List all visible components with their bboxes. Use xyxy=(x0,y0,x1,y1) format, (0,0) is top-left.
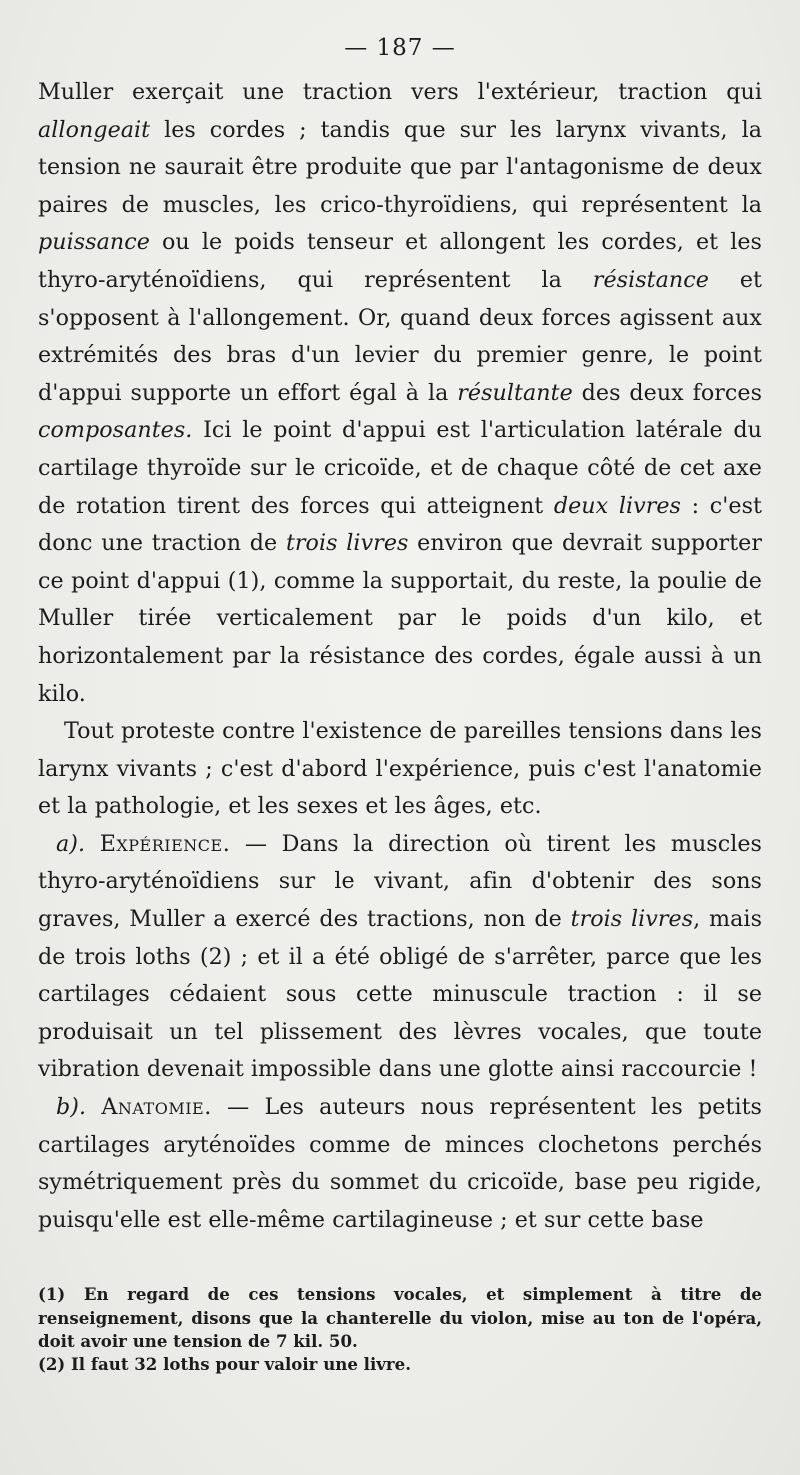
italic-run: résistance xyxy=(592,266,709,293)
italic-run: résultante xyxy=(457,379,573,406)
italic-run: allongeait xyxy=(38,116,151,143)
italic-run: deux livres xyxy=(553,492,681,519)
text-run: des deux forces xyxy=(572,379,763,406)
italic-run: trois livres xyxy=(570,906,694,933)
footnote-1: (1) En regard de ces tensions vocales, et simplement à titre de renseignement, disons que la chanterelle du violon, mise au ton de l'opéra, doit avoir une tension de 7 kil. 50. xyxy=(38,1284,762,1351)
italic-run: composantes. xyxy=(38,417,193,444)
italic-run: puissance xyxy=(38,229,150,256)
text-run: Ici le point d'appui est l'articulation latérale du cartilage thyroïde sur le cricoïde, et de chaque côté de cet axe de rotation tirent des forces qui atteignent xyxy=(38,417,762,519)
section-heading: Anatomie. xyxy=(101,1094,212,1121)
paragraph-2: Tout proteste contre l'existence de pareilles tensions dans les larynx vivants ; c'est d'abord l'expérience, puis c'est l'anatomie et la pathologie, et les sexes et les âges, etc. xyxy=(38,718,762,820)
paragraph-anatomy xyxy=(38,1089,762,1239)
text-run: les cordes ; tandis que sur les larynx vivants, la tension ne saurait être produite que par l'antagonisme de deux paires de muscles, les crico-thyroïdiens, qui représentent la xyxy=(38,116,762,218)
section-heading: Expérience. xyxy=(99,830,231,857)
text-run: — Les auteurs nous représentent les petits cartilages aryténoïdes comme de minces clochetons perchés symétriquement près du sommet du cricoïde, base peu rigide, puisqu'elle est elle-même cartilagineuse ; et sur cette base xyxy=(38,1094,762,1233)
section-label: a). xyxy=(56,830,86,857)
section-label: b). xyxy=(56,1094,87,1121)
italic-run: trois livres xyxy=(285,530,409,557)
text-run: , mais de trois loths (2) ; et il a été obligé de s'arrêter, parce que les cartilages cédaient sous cette minuscule traction : il se produisait un tel plissement des lèvres vocales, que toute vibration devenait impossible dans une glotte ainsi raccourcie ! xyxy=(38,906,763,1083)
main-text xyxy=(38,74,762,1239)
text-run: : c'est donc une traction de xyxy=(38,492,762,557)
text-run: environ que devrait supporter ce point d'appui (1), comme la supportait, du reste, la poulie de Muller tirée verticalement par le poids d'un kilo, et horizontalement par la résistance des cordes, égale aussi à un kilo. xyxy=(38,530,762,707)
paragraph-1 xyxy=(38,74,762,713)
page-number: — 187 — xyxy=(344,35,456,61)
text-run: Muller exerçait une traction vers l'extérieur, traction qui xyxy=(38,79,762,105)
footnote-2: (2) Il faut 32 loths pour valoir une livre. xyxy=(38,1354,411,1375)
text-run: — Dans la direction où tirent les muscles thyro-aryténoïdiens sur le vivant, afin d'obtenir des sons graves, Muller a exercé des tractions, non de xyxy=(38,830,762,933)
paragraph-experience xyxy=(38,826,762,1089)
footnotes xyxy=(38,1283,762,1376)
text-run: ou le poids tenseur et allongent les cordes, et les thyro-aryténoïdiens, qui représentent la xyxy=(38,229,762,293)
text-run: et s'opposent à l'allongement. Or, quand deux forces agissent aux extrémités des bras d'un levier du premier genre, le point d'appui supporte un effort égal à la xyxy=(38,266,762,406)
